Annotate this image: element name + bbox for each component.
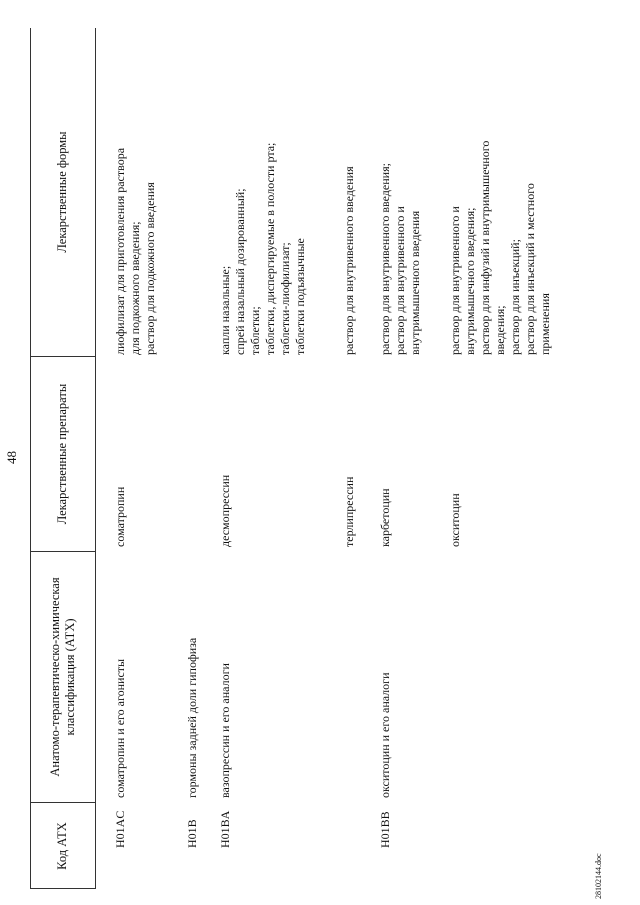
header-forms: Лекарственные формы (55, 131, 69, 253)
header-code: Код АТХ (55, 822, 69, 870)
table-left-border (30, 888, 96, 889)
footer-doc-code: 28102144.doc (594, 853, 603, 899)
column-divider (30, 802, 96, 803)
column-divider (30, 356, 96, 357)
row-forms: раствор для внутривенного введения; раствор для внутривенного и внутримышечного введения (378, 163, 422, 355)
row-forms: раствор для внутривенного и внутримышечного введения; раствор для инфузий и внутримышечного введения; раствор для инъекций; раствор для инъекций и местного применения (448, 140, 552, 355)
row-classification: гормоны задней доли гипофиза (185, 637, 199, 798)
row-drug: окситоцин (448, 493, 462, 547)
row-drug: десмопрессин (218, 474, 232, 547)
row-forms: лиофилизат для приготовления раствора для подкожного введения; раствор для подкожного введения (113, 147, 157, 355)
page-number: 48 (4, 451, 19, 464)
row-classification: окситоцин и его аналоги (378, 672, 392, 798)
row-forms: раствор для внутривенного введения (342, 166, 356, 355)
header-drugs: Лекарственные препараты (55, 383, 69, 525)
table-header-divider (95, 28, 96, 889)
row-drug: карбетоцин (378, 488, 392, 547)
row-classification: вазопрессин и его аналоги (218, 663, 232, 798)
row-code: H01AC (113, 810, 127, 848)
row-classification: соматропин и его агонисты (113, 658, 127, 798)
column-divider (30, 551, 96, 552)
row-code: H01BA (218, 810, 232, 848)
row-drug: соматропин (113, 486, 127, 547)
table-top-border (30, 28, 31, 889)
row-code: H01B (185, 819, 199, 848)
header-classification: Анатомо-терапевтическо-химическая классификация (АТХ) (48, 577, 77, 777)
row-code: H01BB (378, 811, 392, 848)
row-drug: терлипрессин (342, 476, 356, 547)
row-forms: капли назальные; спрей назальный дозированный; таблетки; таблетки, диспергируемые в полости рта; таблетки-лиофилизат; таблетки подъязычные (218, 142, 307, 355)
